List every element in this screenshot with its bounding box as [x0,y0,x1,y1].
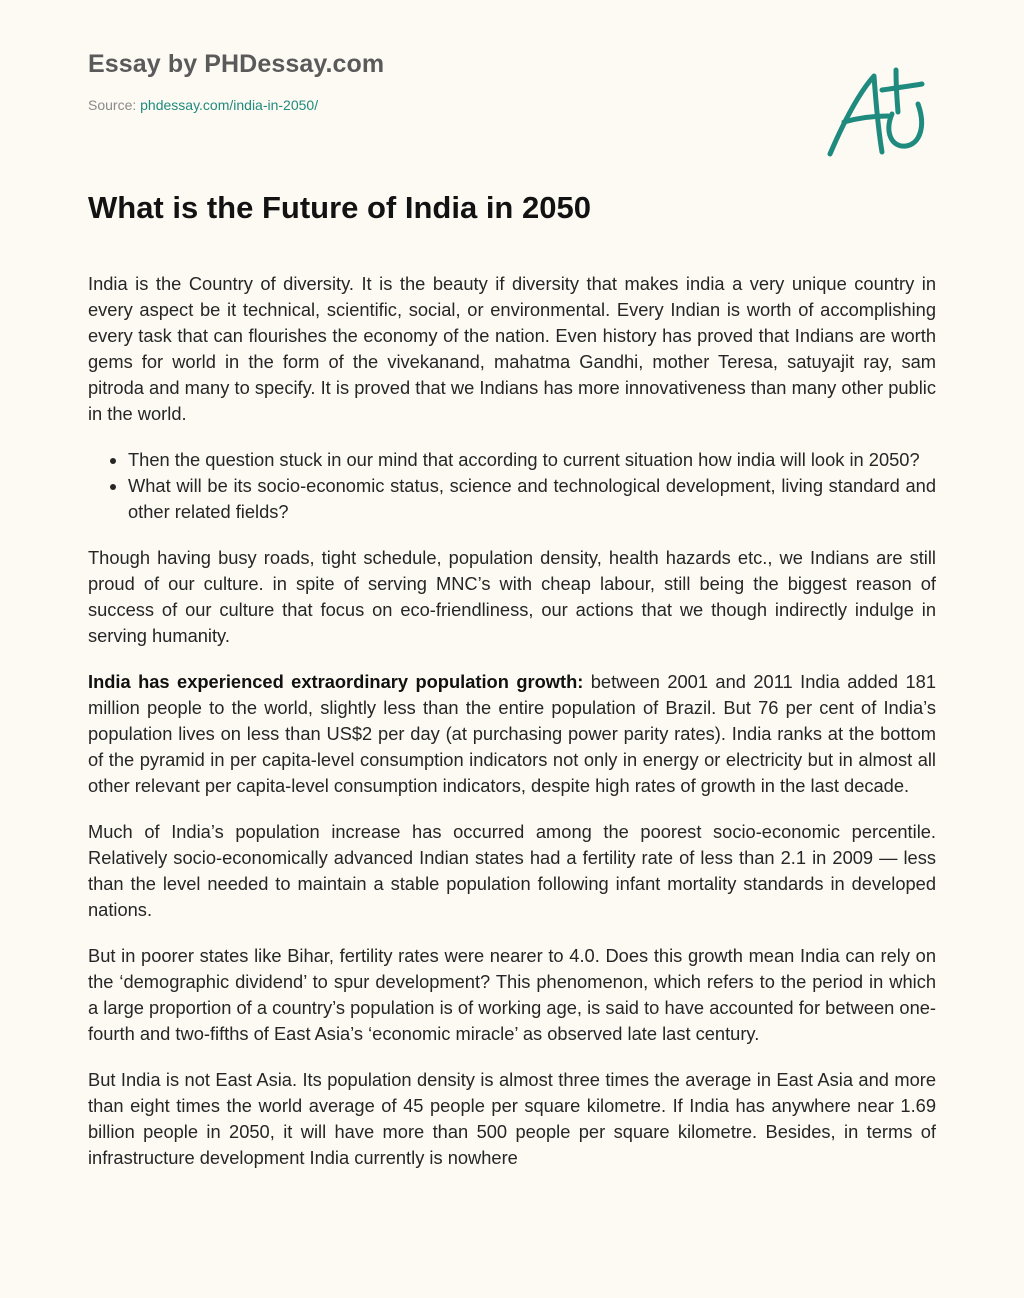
source-line [88,97,384,113]
question-list [88,447,936,525]
essay-body [88,271,936,1191]
site-brand[interactable]: Essay by PHDessay.com [88,50,385,78]
page-header [88,50,384,113]
plus-vertical [896,70,898,112]
a-plus-grade-logo [822,64,932,160]
essay-title: What is the Future of India in 2050 [88,190,591,225]
paragraph-intro: India is the Country of diversity. It is the beauty if diversity that makes india a very unique country in every aspect be it technical, scientific, social, or environmental. Every Indian is worth of accomplishing every task that can flourishes the economy of the nation. Even history has proved that Indians are worth gems for world in the form of the vivekanand, mahatma Gandhi, mother Teresa, satuyajit ray, sam pitroda and many to specify. It is proved that we Indians has more innovativeness than many other public in the world. [88,273,936,424]
plus-horizontal [882,84,922,90]
list-item: • What will be its socio-economic status, science and technological development, living standard and other related fields? [128,473,936,525]
circle-swoosh [889,104,922,146]
paragraph-density: But India is not East Asia. Its population density is almost three times the average in East Asia and more than eight times the world average of 45 people per square kilometre. If India has anywhere near 1.69 billion people in 2050, it will have more than 500 people per square kilometre. Besides, in terms of infrastructure development India currently is nowhere [88,1069,936,1168]
source-link[interactable]: phdessay.com/india-in-2050/ [140,97,319,113]
paragraph-culture: Though having busy roads, tight schedule, population density, health hazards etc., we Indians are still proud of our culture. in spite of serving MNC’s with cheap labour, still being the biggest reason of success of our culture that focus on eco-friendliness, our actions that we though indirectly indulge in serving humanity. [88,547,936,646]
paragraph-bold-lead: India has experienced extraordinary population growth: [88,671,584,692]
paragraph-demographic-dividend: But in poorer states like Bihar, fertility rates were nearer to 4.0. Does this growth mean India can rely on the ‘demographic dividend’ to spur development? This phenomenon, which refers to the period in which a large proportion of a country’s population is of working age, is said to have accounted for between one-fourth and two-fifths of East Asia’s ‘economic miracle’ as observed late last century. [88,945,936,1044]
list-item: • Then the question stuck in our mind that according to current situation how india will look in 2050? [128,447,936,473]
paragraph-population-text: between 2001 and 2011 India added 181 million people to the world, slightly less than the entire population of Brazil. But 76 per cent of India’s population lives on less than US$2 per day (at purchasing power parity rates). India ranks at the bottom of the pyramid in per capita-level consumption indicators not only in energy or electricity but in almost all other relevant per capita-level consumption indicators, despite high rates of growth in the last decade. [88,671,936,796]
paragraph-population-growth [88,669,936,799]
source-label: Source: [88,97,137,113]
letter-a-crossbar [844,116,888,122]
paragraph-fertility: Much of India’s population increase has occurred among the poorest socio-economic percentile. Relatively socio-economically advanced Indian states had a fertility rate of less than 2.1 in 2009 — less than the level needed to maintain a stable population following infant mortality standards in developed nations. [88,821,936,920]
